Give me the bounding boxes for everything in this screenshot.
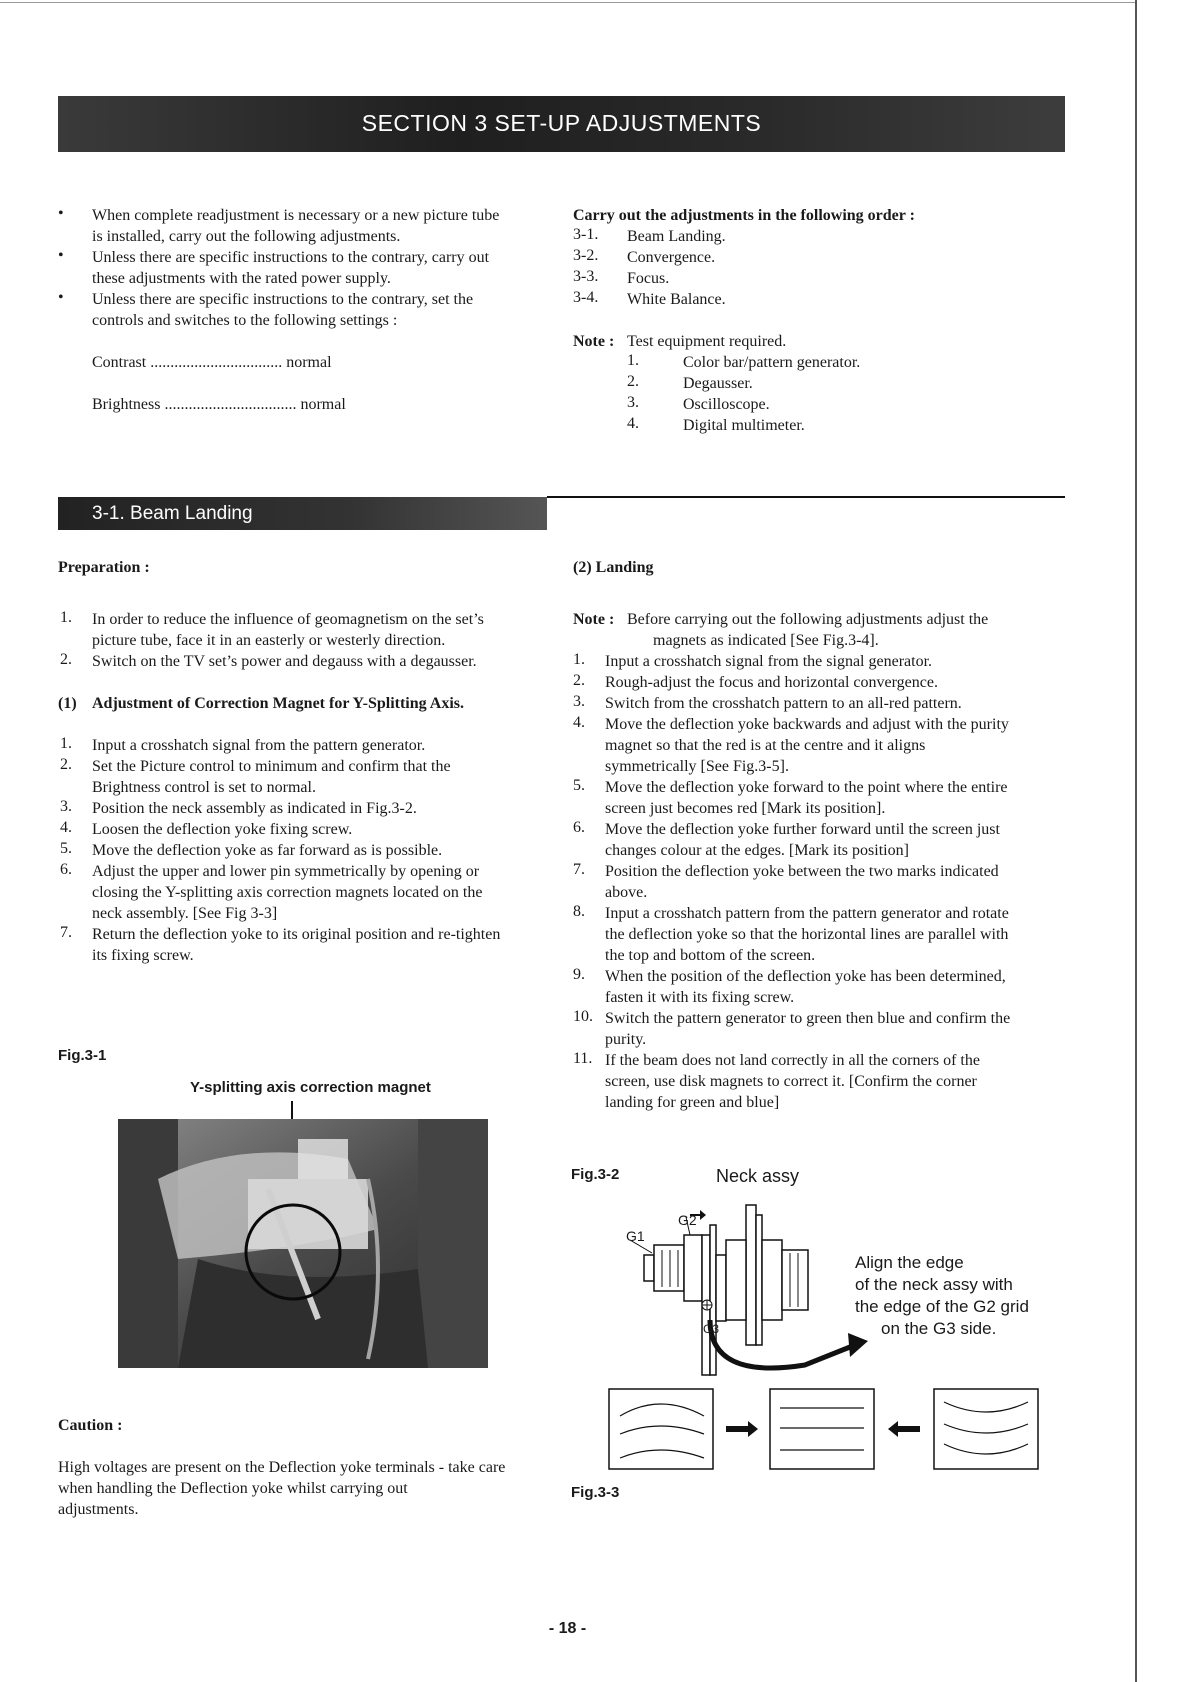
order-item: Convergence. [627, 249, 716, 266]
photo-illustration [118, 1119, 488, 1368]
corr-line: Adjust the upper and lower pin symmetrically by opening or [92, 863, 480, 880]
landing-line: Move the deflection yoke further forward until the screen just [605, 821, 1000, 838]
g2-label: G2 [678, 1212, 697, 1228]
landing-item [605, 966, 1006, 1008]
prep-item: Switch on the TV set’s power and degauss with a degausser. [92, 653, 477, 670]
landing-note-line: magnets as indicated [See Fig.3-4]. [653, 632, 879, 649]
order-heading: Carry out the adjustments in the following order : [573, 207, 915, 224]
prep-num: 1. [60, 609, 72, 626]
corr-item [92, 861, 482, 924]
fig1-label: Fig.3-1 [58, 1047, 107, 1064]
order-item: Focus. [627, 270, 670, 287]
landing-line: changes colour at the edges. [Mark its position] [605, 842, 909, 859]
landing-item [605, 1050, 980, 1113]
equipment-item: Color bar/pattern generator. [683, 354, 861, 371]
bullet-dot: • [58, 247, 64, 264]
landing-num: 1. [573, 651, 585, 668]
prep-num: 2. [60, 651, 72, 668]
setting-value: normal [300, 396, 346, 413]
intro-bullet-2 [92, 247, 489, 289]
landing-line: symmetrically [See Fig.3-5]. [605, 758, 789, 775]
landing-line: If the beam does not land correctly in all the corners of the [605, 1052, 980, 1069]
caution-text [58, 1457, 505, 1520]
setting-brightness [92, 394, 346, 415]
landing-note-label: Note : [573, 611, 615, 628]
intro-bullet-line: When complete readjustment is necessary or a new picture tube [92, 207, 500, 224]
intro-bullet-line: these adjustments with the rated power supply. [92, 270, 391, 287]
caution-line: when handling the Deflection yoke whilst carrying out [58, 1480, 408, 1497]
intro-bullet-line: is installed, carry out the following adjustments. [92, 228, 401, 245]
corr-line: Set the Picture control to minimum and confirm that the [92, 758, 451, 775]
landing-item: Input a crosshatch signal from the signal generator. [605, 653, 933, 670]
correction-heading-text: Adjustment of Correction Magnet for Y-Splitting Axis. [92, 695, 464, 712]
correction-heading-num: (1) [58, 695, 77, 712]
landing-item [605, 903, 1009, 966]
bullet-dot: • [58, 289, 64, 306]
landing-line: Input a crosshatch pattern from the pattern generator and rotate [605, 905, 1009, 922]
neck-assy-diagram [600, 1195, 880, 1385]
landing-line: Position the deflection yoke between the two marks indicated [605, 863, 999, 880]
landing-line: Move the deflection yoke backwards and adjust with the purity [605, 716, 1009, 733]
caution-line: High voltages are present on the Deflection yoke terminals - take care [58, 1459, 506, 1476]
landing-item: Rough-adjust the focus and horizontal convergence. [605, 674, 938, 691]
corr-num: 4. [60, 819, 72, 836]
landing-line: magnet so that the red is at the centre and it aligns [605, 737, 926, 754]
corr-num: 6. [60, 861, 72, 878]
landing-line: purity. [605, 1031, 647, 1048]
landing-heading: (2) Landing [573, 559, 654, 576]
prep-line: picture tube, face it in an easterly or westerly direction. [92, 632, 446, 649]
equipment-num: 2. [627, 373, 639, 390]
prep-line: In order to reduce the influence of geomagnetism on the set’s [92, 611, 484, 628]
fig2-note-line: the edge of the G2 grid [855, 1297, 1029, 1316]
equipment-num: 1. [627, 352, 639, 369]
fig2-note-line: of the neck assy with [855, 1275, 1013, 1294]
corr-line: neck assembly. [See Fig 3-3] [92, 905, 278, 922]
note-text: Test equipment required. [627, 333, 787, 350]
intro-bullet-3 [92, 289, 473, 331]
landing-num: 9. [573, 966, 585, 983]
setting-label: Contrast [92, 354, 147, 371]
page-edge [1135, 0, 1137, 1682]
landing-item [605, 861, 999, 903]
order-num: 3-3. [573, 268, 599, 285]
beam-rule [547, 496, 1065, 498]
landing-num: 4. [573, 714, 585, 731]
pattern-box-middle [770, 1389, 874, 1469]
fig2-label: Fig.3-2 [571, 1166, 620, 1183]
landing-num: 2. [573, 672, 585, 689]
fig2-title: Neck assy [716, 1166, 800, 1186]
fig1-caption: Y-splitting axis correction magnet [190, 1079, 431, 1096]
pattern-box-left [609, 1389, 713, 1469]
landing-line: the deflection yoke so that the horizontal lines are parallel with [605, 926, 1009, 943]
equipment-num: 4. [627, 415, 639, 432]
equipment-item: Digital multimeter. [683, 417, 805, 434]
landing-item [605, 819, 1000, 861]
corr-line: closing the Y-splitting axis correction magnets located on the [92, 884, 483, 901]
landing-num: 8. [573, 903, 585, 920]
order-num: 3-4. [573, 289, 599, 306]
corr-item: Move the deflection yoke as far forward as is possible. [92, 842, 443, 859]
landing-line: Move the deflection yoke forward to the point where the entire [605, 779, 1008, 796]
landing-num: 3. [573, 693, 585, 710]
landing-num: 11. [573, 1050, 593, 1067]
corr-item [92, 924, 500, 966]
equipment-num: 3. [627, 394, 639, 411]
corr-line: its fixing screw. [92, 947, 194, 964]
section-banner [58, 96, 1065, 152]
equipment-item: Oscilloscope. [683, 396, 770, 413]
landing-num: 7. [573, 861, 585, 878]
landing-num: 5. [573, 777, 585, 794]
setting-dots: ................................. [160, 396, 297, 413]
caution-line: adjustments. [58, 1501, 139, 1518]
beam-landing-title: 3-1. Beam Landing [92, 503, 253, 524]
setting-contrast [92, 352, 332, 373]
order-item: Beam Landing. [627, 228, 726, 245]
fig3-label: Fig.3-3 [571, 1484, 620, 1501]
g1-label: G1 [626, 1228, 645, 1244]
corr-num: 2. [60, 756, 72, 773]
note-label: Note : [573, 333, 615, 350]
corr-num: 5. [60, 840, 72, 857]
fig2-note-line: Align the edge [855, 1253, 964, 1272]
prep-item [92, 609, 484, 651]
landing-line: When the position of the deflection yoke has been determined, [605, 968, 1006, 985]
setting-dots: ................................. [146, 354, 283, 371]
landing-item [605, 714, 1009, 777]
setting-value: normal [286, 354, 332, 371]
page-number: - 18 - [548, 1620, 587, 1637]
intro-bullet-line: controls and switches to the following settings : [92, 312, 398, 329]
corr-item: Input a crosshatch signal from the pattern generator. [92, 737, 426, 754]
section-title: SECTION 3 SET-UP ADJUSTMENTS [361, 110, 762, 136]
landing-num: 6. [573, 819, 585, 836]
corr-line: Brightness control is set to normal. [92, 779, 316, 796]
intro-bullet-line: Unless there are specific instructions to the contrary, set the [92, 291, 474, 308]
landing-note-line: Before carrying out the following adjustments adjust the [627, 611, 989, 628]
intro-bullet-line: Unless there are specific instructions to the contrary, carry out [92, 249, 490, 266]
intro-bullet-1 [92, 205, 499, 247]
landing-note-text [627, 609, 988, 651]
top-rule [0, 2, 1135, 3]
g3-label: G3 [703, 1322, 720, 1336]
beam-landing-banner [58, 497, 547, 530]
landing-line: fasten it with its fixing screw. [605, 989, 795, 1006]
corr-num: 1. [60, 735, 72, 752]
fig2-note [855, 1252, 1029, 1340]
fig1-photo [118, 1119, 488, 1368]
corr-item: Loosen the deflection yoke fixing screw. [92, 821, 353, 838]
landing-line: screen just becomes red [Mark its position]. [605, 800, 886, 817]
setting-label: Brightness [92, 396, 161, 413]
landing-line: landing for green and blue] [605, 1094, 780, 1111]
corr-item [92, 756, 451, 798]
equipment-item: Degausser. [683, 375, 753, 392]
landing-item: Switch from the crosshatch pattern to an all-red pattern. [605, 695, 962, 712]
landing-line: Switch the pattern generator to green then blue and confirm the [605, 1010, 1011, 1027]
corr-num: 7. [60, 924, 72, 941]
fig2-note-line: on the G3 side. [881, 1319, 997, 1338]
landing-num: 10. [573, 1008, 593, 1025]
pincushion-diagram [608, 1388, 1040, 1472]
corr-num: 3. [60, 798, 72, 815]
landing-line: the top and bottom of the screen. [605, 947, 816, 964]
order-num: 3-1. [573, 226, 599, 243]
landing-line: screen, use disk magnets to correct it. [Confirm the corner [605, 1073, 977, 1090]
pattern-box-right [934, 1389, 1038, 1469]
landing-line: above. [605, 884, 648, 901]
bullet-dot: • [58, 205, 64, 222]
corr-item: Position the neck assembly as indicated in Fig.3-2. [92, 800, 417, 817]
correction-heading [58, 693, 464, 714]
preparation-heading: Preparation : [58, 559, 150, 576]
landing-item [605, 1008, 1010, 1050]
corr-line: Return the deflection yoke to its original position and re-tighten [92, 926, 501, 943]
order-num: 3-2. [573, 247, 599, 264]
order-item: White Balance. [627, 291, 726, 308]
caution-heading: Caution : [58, 1417, 123, 1434]
landing-item [605, 777, 1008, 819]
